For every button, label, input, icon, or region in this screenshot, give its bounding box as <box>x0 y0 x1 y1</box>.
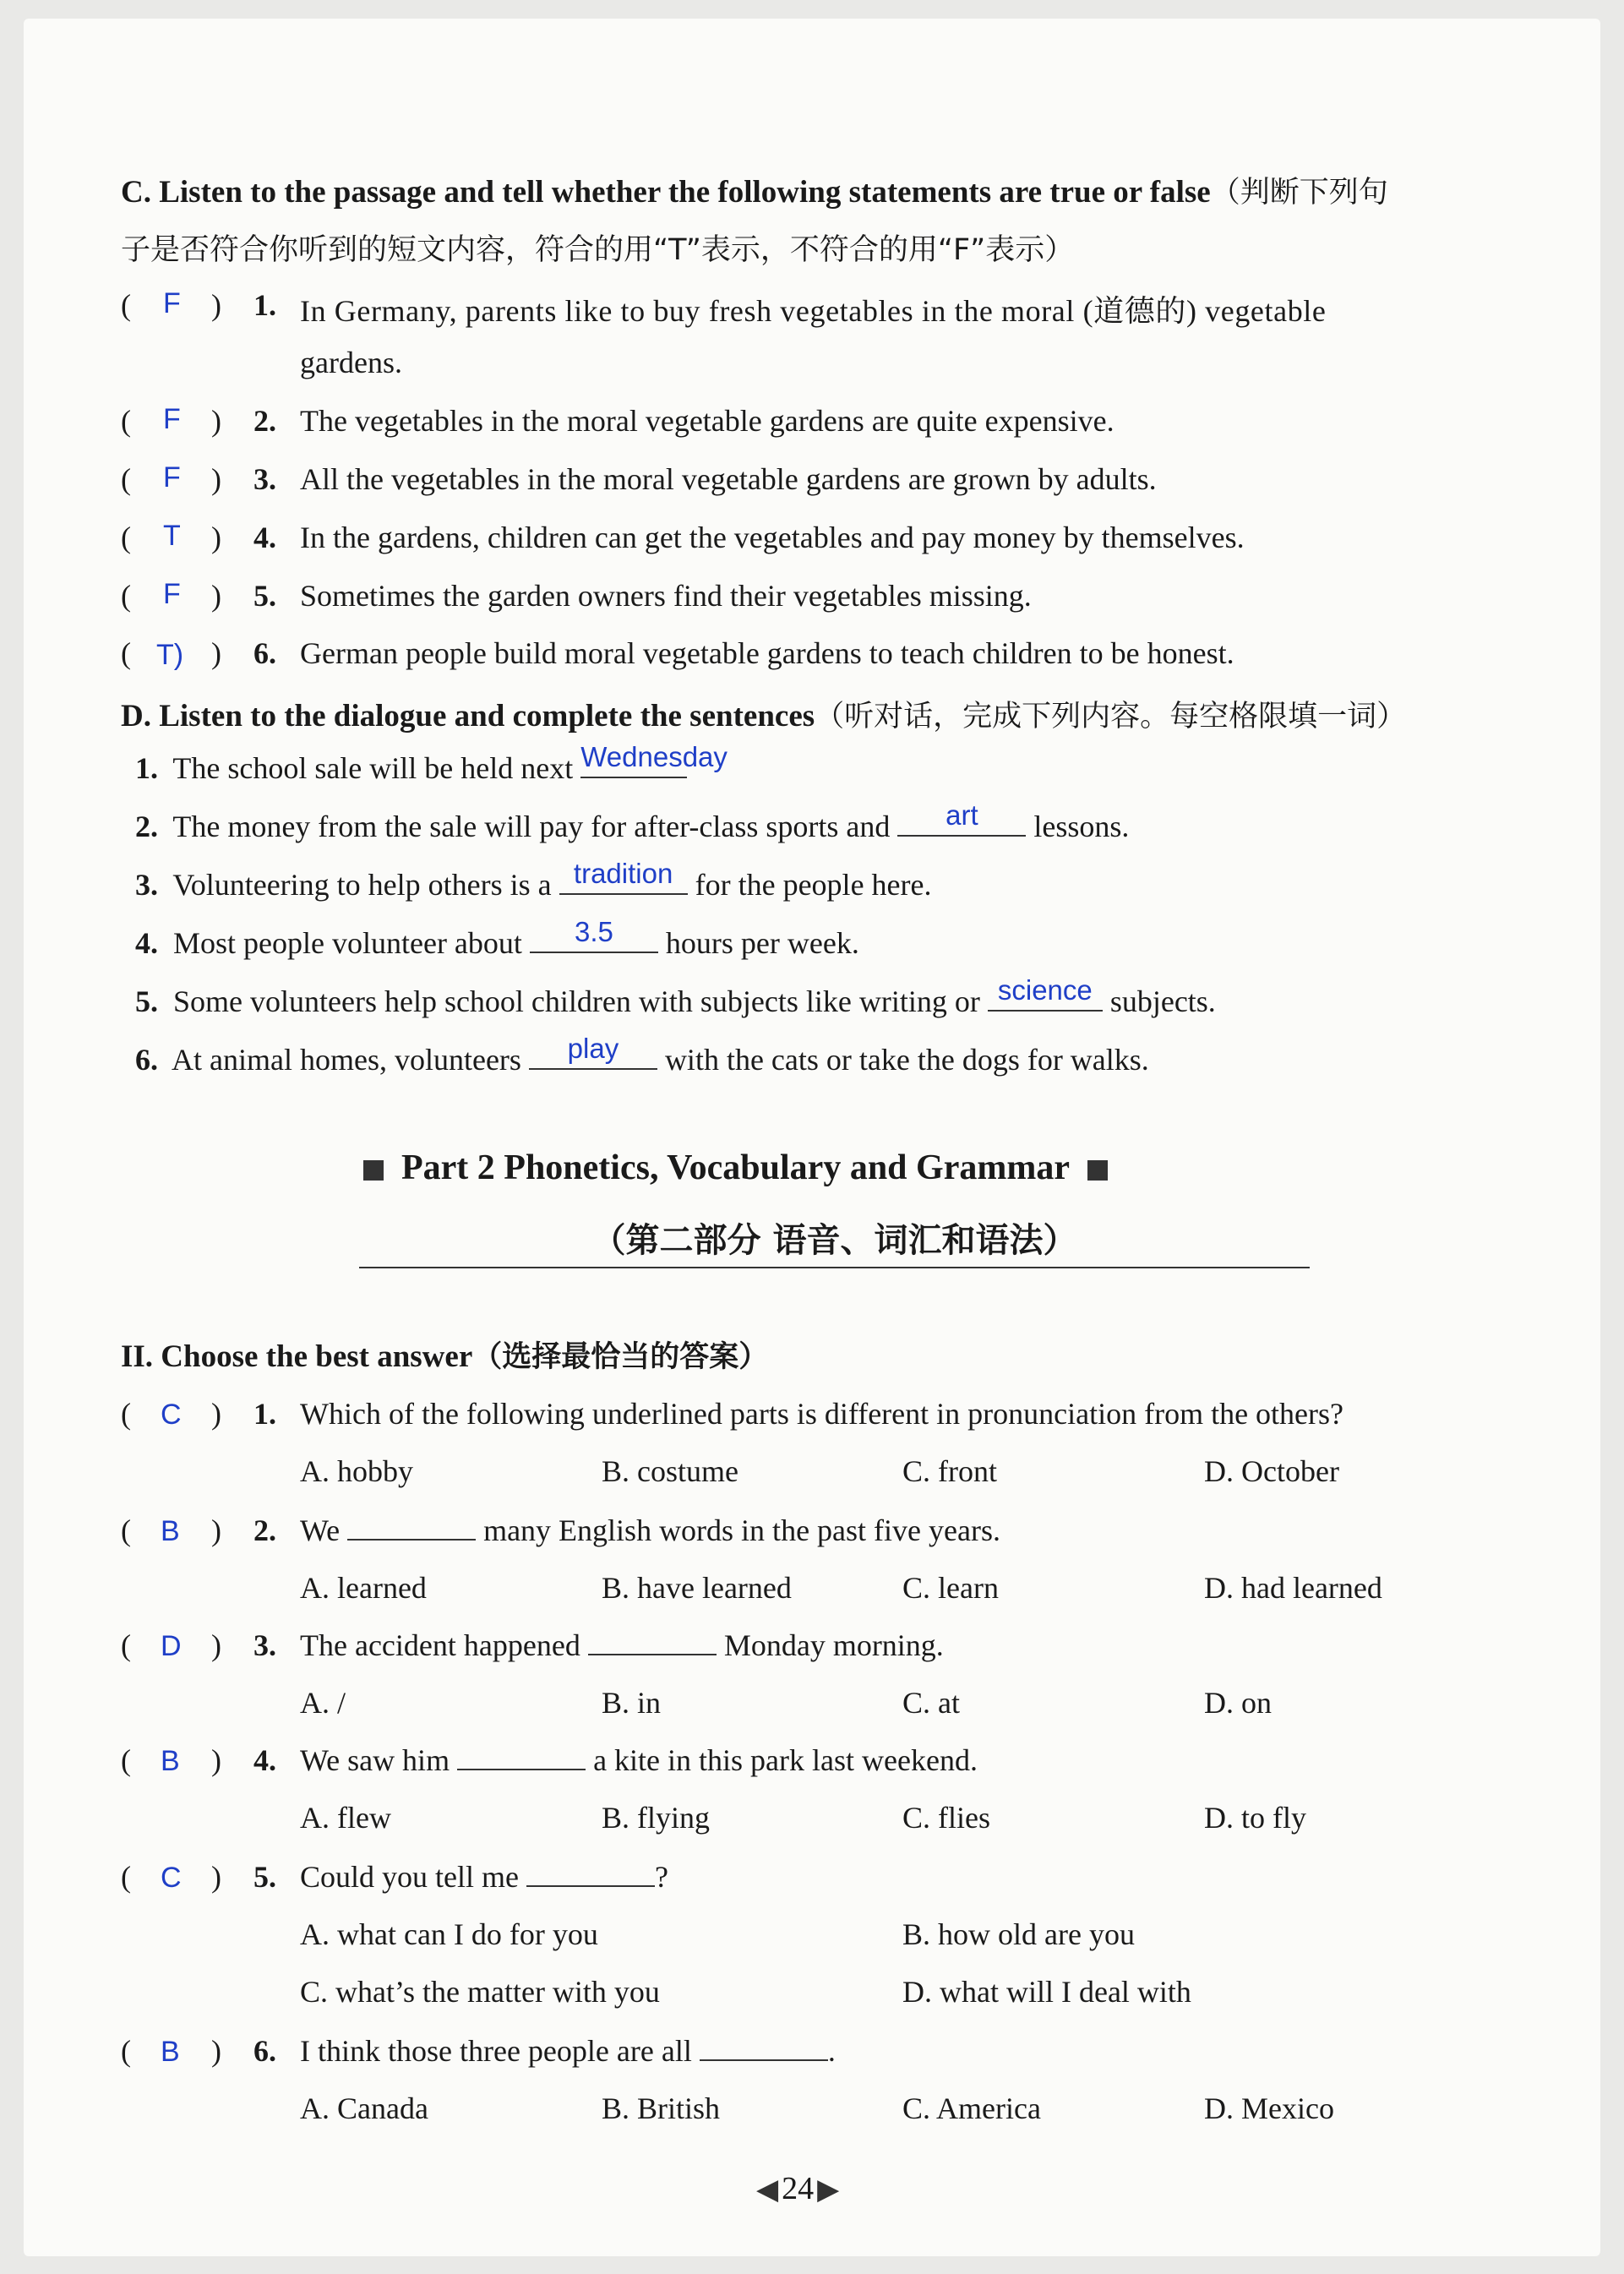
answer-mark: T <box>163 520 181 552</box>
part2-subtitle: （第二部分 语音、词汇和语法） <box>591 1221 1077 1260</box>
answer-blank[interactable]: science <box>988 984 1103 1012</box>
section-ii-title: II. Choose the best answer（选择最恰当的答案） <box>121 1339 769 1374</box>
option[interactable]: A. learned <box>300 1571 427 1605</box>
section-d-item: 2. The money from the sale will pay for after-class sports and art lessons. <box>135 799 1130 843</box>
option[interactable]: D. what will I deal with <box>902 1975 1191 2009</box>
option[interactable]: D. to fly <box>1204 1801 1306 1835</box>
answer-blank[interactable] <box>700 2034 828 2061</box>
answer-blank[interactable]: Wednesday <box>580 751 687 778</box>
answer-blank[interactable] <box>457 1743 586 1770</box>
section-d-item: 1. The school sale will be held next Wednesday <box>135 741 728 785</box>
option[interactable]: B. costume <box>602 1454 738 1488</box>
page-number-footer <box>756 2170 839 2207</box>
answer-mark: D <box>161 1630 182 1662</box>
answer-blank[interactable]: tradition <box>559 868 688 895</box>
answer-blank[interactable]: play <box>529 1043 657 1070</box>
answer-mark: B <box>161 1515 180 1547</box>
option[interactable]: D. Mexico <box>1204 2091 1334 2125</box>
option[interactable]: C. flies <box>902 1801 990 1835</box>
prev-page-icon[interactable]: ◀ <box>756 2174 779 2206</box>
option[interactable]: D. on <box>1204 1686 1272 1720</box>
option[interactable]: D. had learned <box>1204 1571 1382 1605</box>
option[interactable]: B. flying <box>602 1801 711 1835</box>
section-d-item: 4. Most people volunteer about 3.5 hours per week. <box>135 916 859 960</box>
option[interactable]: C. what’s the matter with you <box>300 1975 660 2009</box>
next-page-icon[interactable]: ▶ <box>817 2174 840 2206</box>
option[interactable]: C. front <box>902 1454 997 1488</box>
option[interactable]: C. at <box>902 1686 960 1720</box>
option[interactable]: A. hobby <box>300 1454 413 1488</box>
page-number: 24 <box>782 2171 815 2206</box>
answer-blank[interactable]: 3.5 <box>530 926 658 953</box>
answer-mark: F <box>163 403 181 435</box>
answer-mark: C <box>161 1399 182 1431</box>
section-d-item: 5. Some volunteers help school children with subjects like writing or science subjects. <box>135 974 1216 1018</box>
part2-title: Part 2 Phonetics, Vocabulary and Grammar <box>363 1148 1108 1188</box>
option[interactable]: B. British <box>602 2091 721 2125</box>
option[interactable]: B. how old are you <box>902 1917 1135 1951</box>
option[interactable]: A. flew <box>300 1801 391 1835</box>
answer-mark: B <box>161 2036 180 2068</box>
answer-blank[interactable]: art <box>897 810 1026 837</box>
answer-blank[interactable] <box>347 1513 476 1541</box>
section-c-instruction: 子是否符合你听到的短文内容，符合的用“T”表示，不符合的用“F”表示） <box>121 233 1075 267</box>
square-bullet-icon <box>363 1160 384 1181</box>
option[interactable]: B. have learned <box>602 1571 792 1605</box>
option[interactable]: B. in <box>602 1686 662 1720</box>
option[interactable]: A. what can I do for you <box>300 1917 598 1951</box>
page <box>24 19 1600 2256</box>
option[interactable]: C. learn <box>902 1571 999 1605</box>
answer-mark: F <box>163 287 181 319</box>
section-d-title: D. Listen to the dialogue and complete the sentences（听对话，完成下列内容。每空格限填一词） <box>121 699 1407 733</box>
section-d-item: 3. Volunteering to help others is a tradition for the people here. <box>135 858 932 902</box>
answer-mark: F <box>163 461 181 494</box>
section-c-title: C. Listen to the passage and tell whether the following statements are true or false（判断下列句 <box>121 175 1388 210</box>
option[interactable]: A. / <box>300 1686 346 1720</box>
answer-mark: F <box>163 578 181 610</box>
answer-mark: C <box>161 1862 182 1894</box>
section-d-item: 6. At animal homes, volunteers play with the cats or take the dogs for walks. <box>135 1033 1149 1077</box>
answer-mark: B <box>161 1745 180 1777</box>
answer-mark: T) <box>156 639 184 671</box>
part2-subtitle-row <box>359 1213 1310 1268</box>
option[interactable]: A. Canada <box>300 2091 428 2125</box>
answer-blank[interactable] <box>588 1628 717 1655</box>
answer-blank[interactable] <box>526 1860 655 1887</box>
square-bullet-icon <box>1087 1160 1108 1181</box>
option[interactable]: C. America <box>902 2091 1041 2125</box>
option[interactable]: D. October <box>1204 1454 1339 1488</box>
